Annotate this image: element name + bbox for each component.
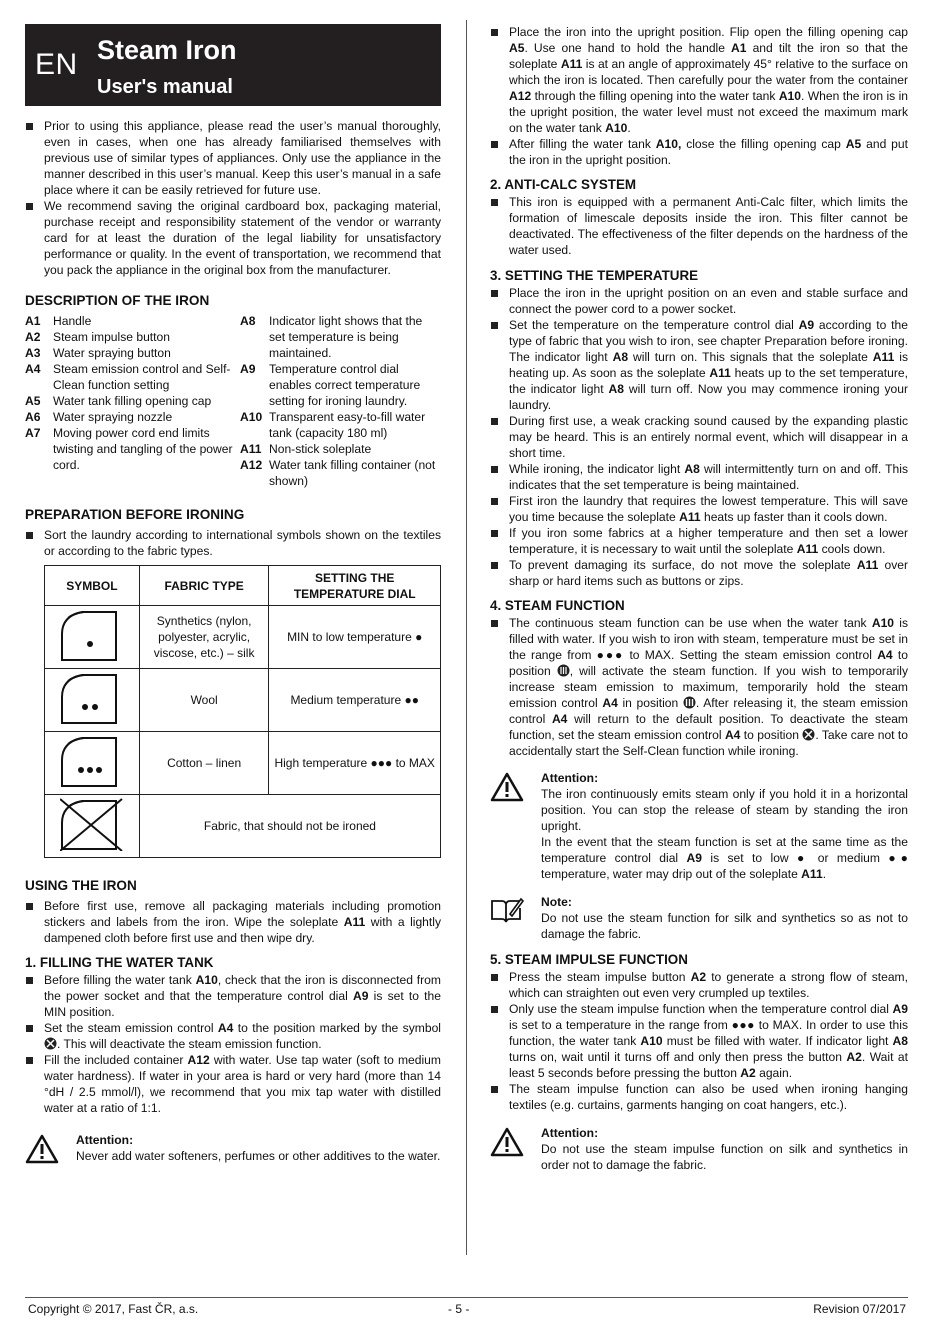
iron-symbol-icon — [45, 606, 140, 669]
attention-text — [541, 1125, 908, 1173]
page-title: Steam Iron — [97, 35, 237, 65]
note-text — [541, 894, 908, 942]
table-header: FABRIC TYPE — [139, 566, 269, 606]
part-description: Water tank filling opening cap — [53, 394, 212, 408]
part-code: A7 — [25, 426, 41, 440]
subsection-heading: 5. STEAM IMPULSE FUNCTION — [490, 952, 688, 967]
table-cell: Wool — [139, 669, 269, 732]
intro-list — [25, 118, 441, 278]
part-code: A2 — [25, 330, 41, 344]
table-row — [45, 606, 441, 669]
list-item: To prevent damaging its surface, do not move the soleplate A11 over sharp or hard items such as buttons or zips. — [490, 557, 908, 589]
list-item: This iron is equipped with a permanent Anti-Calc filter, which limits the formation of limescale deposits inside the iron. This filter cannot be deactivated. The effectiveness of the filter depends on the hardness of the water used. — [490, 194, 908, 258]
no-iron-symbol-icon — [45, 795, 140, 858]
right-column — [490, 24, 908, 1173]
list-item: The steam impulse function can also be used when ironing hanging textiles (e.g. curtains, garments hanging on coat hangers, etc.). — [490, 1081, 908, 1113]
part-item — [240, 457, 441, 489]
table-row — [45, 795, 441, 858]
using-list — [25, 898, 441, 946]
attention-body: In the event that the steam function is set at the same time as the temperature control dial A9 is set to low ● or medium ●● temperature, water may drip out of the soleplate A11. — [541, 835, 908, 881]
part-code: A12 — [240, 458, 263, 472]
subsection-heading: 2. ANTI-CALC SYSTEM — [490, 177, 637, 192]
filling-list — [25, 972, 441, 1116]
section-heading: DESCRIPTION OF THE IRON — [25, 293, 210, 308]
attention-label: Attention: — [541, 1126, 599, 1140]
part-description: Indicator light shows that the set temperature is being maintained. — [269, 314, 423, 360]
parts-list — [25, 313, 441, 489]
list-item: During first use, a weak cracking sound caused by the expanding plastic may be heard. This is an entirely normal event, which will disappear in a short time. — [490, 413, 908, 461]
list-item: Before first use, remove all packaging materials including promotion stickers and labels from the iron. Wipe the soleplate A11 with a lightly dampened cloth before first use and then wipe dry. — [25, 898, 441, 946]
list-item: Press the steam impulse button A2 to generate a strong flow of steam, which can straighten out even very crumpled up textiles. — [490, 969, 908, 1001]
part-code: A1 — [25, 314, 41, 328]
list-item: Only use the steam impulse function when the temperature control dial A9 is set to a temperature in the range from ●●● to MAX. In order to use this function, the water tank A10 must be filled with water. If indicator light A8 turns on, wait until it turns off and only then press the button A2. Wait at least 5 seconds before pressing the button A2 again. — [490, 1001, 908, 1081]
part-code: A6 — [25, 410, 41, 424]
language-code: EN — [35, 48, 78, 81]
note-book-icon — [490, 894, 541, 942]
setting-list — [490, 285, 908, 589]
part-item — [240, 441, 441, 457]
part-description: Steam emission control and Self-Clean function setting — [53, 362, 231, 392]
revision-text: Revision 07/2017 — [813, 1302, 906, 1316]
table-cell: Synthetics (nylon, polyester, acrylic, viscose, etc.) – silk — [139, 606, 269, 669]
max-steam-symbol-icon — [683, 696, 696, 709]
attention-text — [76, 1132, 441, 1168]
table-header: SYMBOL — [45, 566, 140, 606]
list-item: If you iron some fabrics at a higher temperature and then set a lower temperature, it is necessary to wait until the soleplate A11 cools down. — [490, 525, 908, 557]
title-banner — [25, 24, 441, 106]
note-box — [490, 894, 908, 942]
part-item — [240, 409, 441, 441]
part-item — [25, 313, 240, 329]
parts-column-right — [240, 313, 441, 489]
part-description: Steam impulse button — [53, 330, 170, 344]
part-item — [240, 313, 441, 361]
part-code: A11 — [240, 442, 262, 456]
table-cell: Fabric, that should not be ironed — [139, 795, 440, 858]
part-item — [25, 345, 240, 361]
part-description: Non-stick soleplate — [269, 442, 372, 456]
left-column — [25, 24, 441, 1168]
part-description: Handle — [53, 314, 92, 328]
part-item — [25, 393, 240, 409]
table-row — [45, 732, 441, 795]
attention-label: Attention: — [541, 771, 599, 785]
table-header-row — [45, 566, 441, 606]
table-cell: High temperature ●●● to MAX — [269, 732, 441, 795]
part-description: Water spraying button — [53, 346, 171, 360]
part-description: Temperature control dial enables correct temperature setting for ironing laundry. — [269, 362, 421, 408]
part-item — [25, 361, 240, 393]
warning-icon — [490, 770, 541, 882]
table-cell: Medium temperature ●● — [269, 669, 441, 732]
part-item — [25, 425, 240, 473]
note-body: Do not use the steam function for silk and synthetics so as not to damage the fabric. — [541, 911, 908, 941]
steam-off-symbol-icon — [44, 1037, 57, 1050]
part-code: A4 — [25, 362, 41, 376]
list-item: Place the iron into the upright position. Flip open the filling opening cap A5. Use one hand to hold the handle A1 and tilt the iron so that the soleplate A11 is at an angle of approximately 45° relative to the surface on which the iron is located. Then carefully pour the water from the container A12 through the filling opening into the water tank A10. When the iron is in the upright position, the water level must not exceed the maximum mark on the water tank A10. — [490, 24, 908, 136]
parts-column-left — [25, 313, 240, 489]
list-item: Set the steam emission control A4 to the position marked by the symbol . This will deactivate the steam emission function. — [25, 1020, 441, 1052]
page-footer — [25, 1297, 908, 1316]
note-label: Note: — [541, 895, 572, 909]
list-item: Fill the included container A12 with water. Use tap water (soft to medium water hardness). If water in your area is hard or very hard (more than 14 °dH / 2.5 mmol/l), we recommend that you mix tap water with distilled water at a ratio of 1:1. — [25, 1052, 441, 1116]
steam-symbol-icon — [557, 664, 570, 677]
iron-symbol-icon — [45, 669, 140, 732]
attention-box — [25, 1132, 441, 1168]
table-cell: MIN to low temperature ● — [269, 606, 441, 669]
part-code: A3 — [25, 346, 41, 360]
filling-list-continued — [490, 24, 908, 168]
list-item: Sort the laundry according to international symbols shown on the textiles or according to the fabric types. — [25, 527, 441, 559]
warning-icon — [490, 1125, 541, 1173]
part-description: Moving power cord end limits twisting and tangling of the power cord. — [53, 426, 233, 472]
part-code: A9 — [240, 362, 256, 376]
anticalc-list — [490, 194, 908, 258]
table-cell: Cotton – linen — [139, 732, 269, 795]
list-item: The continuous steam function can be use when the water tank A10 is filled with water. If you wish to iron with steam, temperature must be set in the range from ●●● to MAX. Setting the steam emission control A4 to position , will activate the steam function. If you wish to temporarily increase steam emission to maximum, temporarily hold the steam emission control A4 in position . After releasing it, the steam emission control A4 will return to the default position. To deactivate the steam function, set the steam emission control A4 to position . Take care not to accidentally start the Self-Clean function while ironing. — [490, 615, 908, 759]
part-code: A5 — [25, 394, 41, 408]
list-item: Before filling the water tank A10, check that the iron is disconnected from the power socket and that the temperature control dial A9 is set to the MIN position. — [25, 972, 441, 1020]
list-item: First iron the laundry that requires the lowest temperature. This will save you time because the soleplate A11 heats up faster than it cools down. — [490, 493, 908, 525]
attention-text — [541, 770, 908, 882]
part-description: Water tank filling container (not shown) — [269, 458, 436, 488]
section-heading: USING THE IRON — [25, 878, 137, 893]
page-number: - 5 - — [448, 1302, 470, 1316]
list-item: After filling the water tank A10, close the filling opening cap A5 and put the iron in the upright position. — [490, 136, 908, 168]
list-item: Prior to using this appliance, please read the user’s manual thoroughly, even in cases, when one has already familiarised themselves with previous use of similar types of appliances. Only use the appliance in the manner described in this user’s manual. Keep this user’s manual in a safe place where it can be easily retrieved for future use. — [25, 118, 441, 198]
subsection-heading: 3. SETTING THE TEMPERATURE — [490, 268, 699, 283]
part-item — [240, 361, 441, 409]
impulse-list — [490, 969, 908, 1113]
attention-body: Never add water softeners, perfumes or other additives to the water. — [76, 1149, 441, 1163]
fabric-symbol-table — [44, 565, 441, 858]
part-item — [25, 329, 240, 345]
copyright-text: Copyright © 2017, Fast ČR, a.s. — [28, 1302, 199, 1316]
warning-icon — [25, 1132, 76, 1168]
part-description: Transparent easy-to-fill water tank (capacity 180 ml) — [269, 410, 426, 440]
iron-symbol-icon — [45, 732, 140, 795]
attention-box — [490, 1125, 908, 1173]
subsection-heading: 4. STEAM FUNCTION — [490, 598, 625, 613]
steam-off-symbol-icon — [802, 728, 815, 741]
page-subtitle: User's manual — [97, 76, 233, 98]
list-item: Place the iron in the upright position on an even and stable surface and connect the power cord to a power socket. — [490, 285, 908, 317]
column-divider — [466, 20, 467, 1255]
list-item: Set the temperature on the temperature control dial A9 according to the type of fabric that you wish to iron, see chapter Preparation before ironing. The indicator light A8 will turn on. This signals that the soleplate A11 is heating up. As soon as the soleplate A11 heats up to the set temperature, the indicator light A8 will turn off. Now you may commence ironing your laundry. — [490, 317, 908, 413]
list-item: We recommend saving the original cardboard box, packaging material, purchase receipt and responsibility statement of the vendor or warranty card for at least the duration of the legal liability for unsatisfactory performance or quality. In the event of transportation, we recommend that you pack the appliance in the original box from the manufacturer. — [25, 198, 441, 278]
attention-body: The iron continuously emits steam only if you hold it in a horizontal position. You can stop the release of steam by standing the iron upright. — [541, 787, 908, 833]
attention-box — [490, 770, 908, 882]
subsection-heading: 1. FILLING THE WATER TANK — [25, 955, 214, 970]
steam-list — [490, 615, 908, 759]
attention-body: Do not use the steam impulse function on silk and synthetics in order not to damage the fabric. — [541, 1142, 908, 1172]
table-row — [45, 669, 441, 732]
attention-label: Attention: — [76, 1133, 134, 1147]
section-heading: PREPARATION BEFORE IRONING — [25, 507, 245, 522]
table-header: SETTING THE TEMPERATURE DIAL — [269, 566, 441, 606]
part-code: A8 — [240, 314, 256, 328]
list-item: While ironing, the indicator light A8 will intermittently turn on and off. This indicates that the set temperature is being maintained. — [490, 461, 908, 493]
part-item — [25, 409, 240, 425]
part-description: Water spraying nozzle — [53, 410, 173, 424]
preparation-list — [25, 527, 441, 559]
part-code: A10 — [240, 410, 263, 424]
